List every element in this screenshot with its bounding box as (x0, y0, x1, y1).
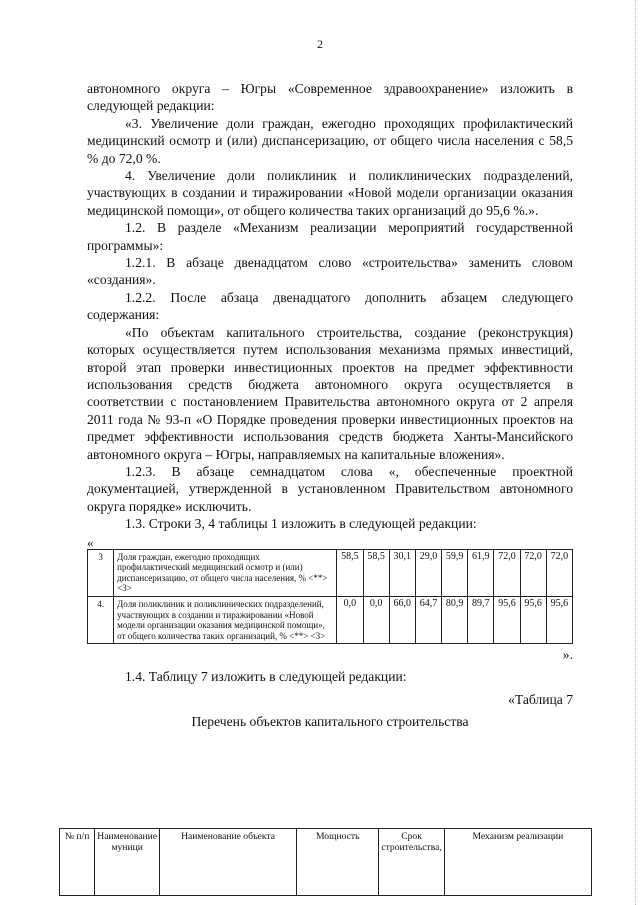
paragraph: 1.2. В разделе «Механизм реализации мероприятий государственной программы»: (87, 220, 573, 253)
value-cell: 89,7 (468, 596, 494, 643)
value-cell: 58,5 (337, 549, 363, 596)
open-quote: « (87, 534, 94, 550)
paragraph: «3. Увеличение доли граждан, ежегодно проходящих профилактический медицинский осмотр и (или) диспансеризацию, от общего числа населения с 58,5 % до 72,0 %. (87, 115, 573, 166)
value-cell: 0,0 (337, 596, 363, 643)
document-body (87, 80, 573, 730)
value-cell: 72,0 (520, 549, 546, 596)
paragraph: 1.3. Строки 3, 4 таблицы 1 изложить в следующей редакции: (125, 516, 477, 532)
scan-edge (633, 0, 636, 905)
paragraph: автономного округа – Югры «Современное здравоохранение» изложить в следующей редакции: (87, 81, 573, 114)
value-cell: 95,6 (520, 596, 546, 643)
value-cell: 61,9 (468, 549, 494, 596)
column-header: Наименование объекта (160, 829, 297, 896)
value-cell: 0,0 (363, 596, 389, 643)
table-row (88, 549, 573, 596)
value-cell: 58,5 (363, 549, 389, 596)
value-cell: 72,0 (546, 549, 572, 596)
paragraph: «По объектам капитального строительства, создание (реконструкция) которых осуществляется путем использования механизма прямых инвестиций, второй этап проверки инвестиционных проектов на предмет эффективности использования средств бюджета автономного округа осуществляется в соответствии с постановлением Правительства автономного округа от 2 апреля 2011 года № 93-п «О Порядке проведения проверки инвестиционных проектов на предмет эффективности использования средств бюджета Ханты-Мансийского автономного округа – Югры, направляемых на капитальные вложения». (87, 324, 573, 462)
table-7 (59, 828, 592, 896)
column-header: Срок строительства, (379, 829, 444, 896)
paragraph: 1.4. Таблицу 7 изложить в следующей редакции: (125, 668, 407, 684)
table-header-row (60, 829, 592, 896)
value-cell: 29,0 (415, 549, 441, 596)
column-header: Механизм реализации (444, 829, 591, 896)
paragraph: 4. Увеличение доли поликлиник и поликлинических подразделений, участвующих в создании и тиражировании «Новой модели организации оказания медицинской помощи», от общего количества таких организаций до 95,6 %.». (87, 168, 573, 218)
table-7-label: «Таблица 7 (508, 692, 573, 708)
table-1 (87, 549, 573, 645)
value-cell: 64,7 (415, 596, 441, 643)
value-cell: 72,0 (494, 549, 520, 596)
column-header: Мощность (297, 829, 379, 896)
value-cell: 30,1 (389, 549, 415, 596)
paragraph: 1.2.1. В абзаце двенадцатом слово «строительства» заменить словом «создания». (87, 255, 573, 288)
paragraph: 1.2.3. В абзаце семнадцатом слова «, обеспеченные проектной документацией, утвержденной в установленном Правительством автономного округа порядке» исключить. (87, 463, 573, 514)
column-header: Наименование муници (95, 829, 160, 896)
row-number: 4. (88, 596, 114, 643)
row-description: Доля граждан, ежегодно проходящих профилактический медицинский осмотр и (или) диспансеризацию, от общего числа населения, % <**> <3> (114, 549, 337, 596)
paragraph: 1.2.2. После абзаца двенадцатого дополнить абзацем следующего содержания: (87, 289, 573, 323)
table-7-title: Перечень объектов капитального строительства (191, 713, 469, 729)
page-number: 2 (317, 37, 323, 51)
value-cell: 95,6 (546, 596, 572, 643)
row-description: Доля поликлиник и поликлинических подразделений, участвующих в создании и тиражировании «Новой модели организации оказания медицинской помощи», от общего количества таких организаций, % <**> <3> (114, 596, 337, 643)
value-cell: 59,9 (442, 549, 468, 596)
value-cell: 95,6 (494, 596, 520, 643)
close-quote: ». (562, 647, 573, 663)
row-number: 3 (88, 549, 114, 596)
value-cell: 80,9 (442, 596, 468, 643)
column-header: № п/п (60, 829, 95, 896)
value-cell: 66,0 (389, 596, 415, 643)
table-row (88, 596, 573, 643)
